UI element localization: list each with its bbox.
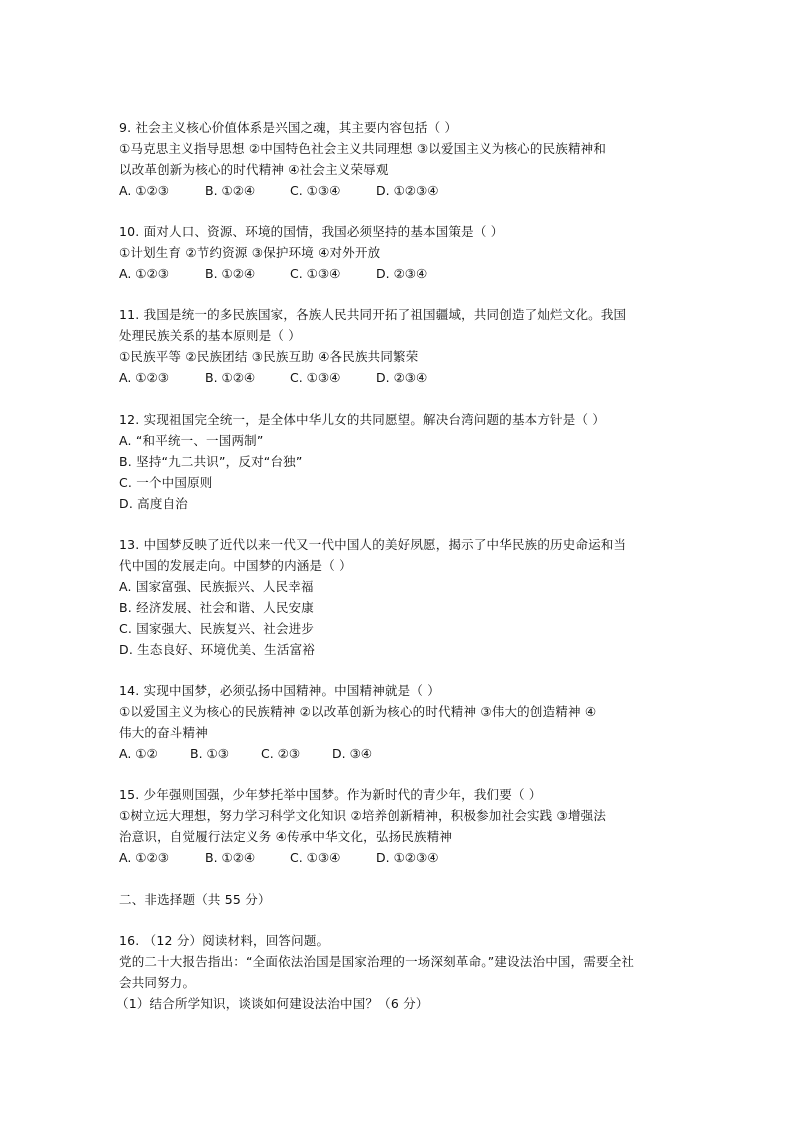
- q10-line-1: ①计划生育 ②节约资源 ③保护环境 ④对外开放: [119, 245, 381, 260]
- q9-option-c: C. ①③④: [290, 183, 341, 198]
- q11-stem: 11. 我国是统一的多民族国家，各族人民共同开拓了祖国疆域，共同创造了灿烂文化。我国: [119, 307, 627, 322]
- q14-option-d: D. ③④: [332, 746, 372, 761]
- q9-option-a: A. ①②③: [119, 183, 169, 198]
- q10-option-d: D. ②③④: [376, 266, 428, 281]
- q16-line-2: 会共同努力。: [119, 975, 196, 990]
- q15-line-2: 治意识，自觉履行法定义务 ④传承中华文化，弘扬民族精神: [119, 829, 453, 844]
- q16-stem: 16. （12 分）阅读材料，回答问题。: [119, 933, 330, 948]
- q15-line-1: ①树立远大理想，努力学习科学文化知识 ②培养创新精神，积极参加社会实践 ③增强法: [119, 808, 607, 823]
- q13-line-1: 代中国的发展走向。中国梦的内涵是（ ）: [119, 558, 352, 573]
- q10-option-a: A. ①②③: [119, 266, 169, 281]
- q14-option-b: B. ①③: [190, 746, 229, 761]
- q11-line-2: ①民族平等 ②民族团结 ③民族互助 ④各民族共同繁荣: [119, 349, 419, 364]
- q13-choice-b: B. 经济发展、社会和谐、人民安康: [119, 600, 314, 615]
- q11-option-b: B. ①②④: [205, 370, 256, 385]
- q13-choice-a: A. 国家富强、民族振兴、人民幸福: [119, 579, 314, 594]
- q15-option-b: B. ①②④: [205, 850, 256, 865]
- q9-stem: 9. 社会主义核心价值体系是兴国之魂，其主要内容包括（ ）: [119, 120, 458, 135]
- q13-choice-c: C. 国家强大、民族复兴、社会进步: [119, 621, 315, 636]
- q12-choice-d: D. 高度自治: [119, 496, 188, 511]
- q15-stem: 15. 少年强则国强，少年梦托举中国梦。作为新时代的青少年，我们要（ ）: [119, 787, 542, 802]
- q9-option-b: B. ①②④: [205, 183, 256, 198]
- q14-option-a: A. ①②: [119, 746, 158, 761]
- q11-option-a: A. ①②③: [119, 370, 169, 385]
- q11-line-1: 处理民族关系的基本原则是（ ）: [119, 328, 301, 343]
- section-2-title: 二、非选择题（共 55 分）: [119, 892, 271, 907]
- q12-choice-a: A. “和平统一、一国两制”: [119, 433, 264, 448]
- q14-stem: 14. 实现中国梦，必须弘扬中国精神。中国精神就是（ ）: [119, 683, 440, 698]
- q14-line-1: ①以爱国主义为核心的民族精神 ②以改革创新为核心的时代精神 ③伟大的创造精神 ④: [119, 704, 597, 719]
- q12-choice-b: B. 坚持“九二共识”，反对“台独”: [119, 454, 303, 469]
- q15-option-d: D. ①②③④: [376, 850, 439, 865]
- q11-option-d: D. ②③④: [376, 370, 428, 385]
- q16-line-1: 党的二十大报告指出：“全面依法治国是国家治理的一场深刻革命。”建设法治中国，需要全社: [119, 954, 635, 969]
- q10-stem: 10. 面对人口、资源、环境的国情，我国必须坚持的基本国策是（ ）: [119, 224, 504, 239]
- q9-line-1: ①马克思主义指导思想 ②中国特色社会主义共同理想 ③以爱国主义为核心的民族精神和: [119, 141, 607, 156]
- q10-option-b: B. ①②④: [205, 266, 256, 281]
- q10-option-c: C. ①③④: [290, 266, 341, 281]
- q9-option-d: D. ①②③④: [376, 183, 439, 198]
- q15-option-a: A. ①②③: [119, 850, 169, 865]
- q9-line-2: 以改革创新为核心的时代精神 ④社会主义荣辱观: [119, 162, 389, 177]
- q11-option-c: C. ①③④: [290, 370, 341, 385]
- q14-line-2: 伟大的奋斗精神: [119, 725, 208, 740]
- q16-sub-question-1: （1）结合所学知识，谈谈如何建设法治中国？（6 分）: [116, 996, 429, 1011]
- q13-choice-d: D. 生态良好、环境优美、生活富裕: [119, 642, 315, 657]
- q15-option-c: C. ①③④: [290, 850, 341, 865]
- q13-stem: 13. 中国梦反映了近代以来一代又一代中国人的美好夙愿，揭示了中华民族的历史命运和当: [119, 537, 627, 552]
- q12-choice-c: C. 一个中国原则: [119, 475, 213, 490]
- q12-stem: 12. 实现祖国完全统一，是全体中华儿女的共同愿望。解决台湾问题的基本方针是（ ）: [119, 412, 606, 427]
- q14-option-c: C. ②③: [261, 746, 301, 761]
